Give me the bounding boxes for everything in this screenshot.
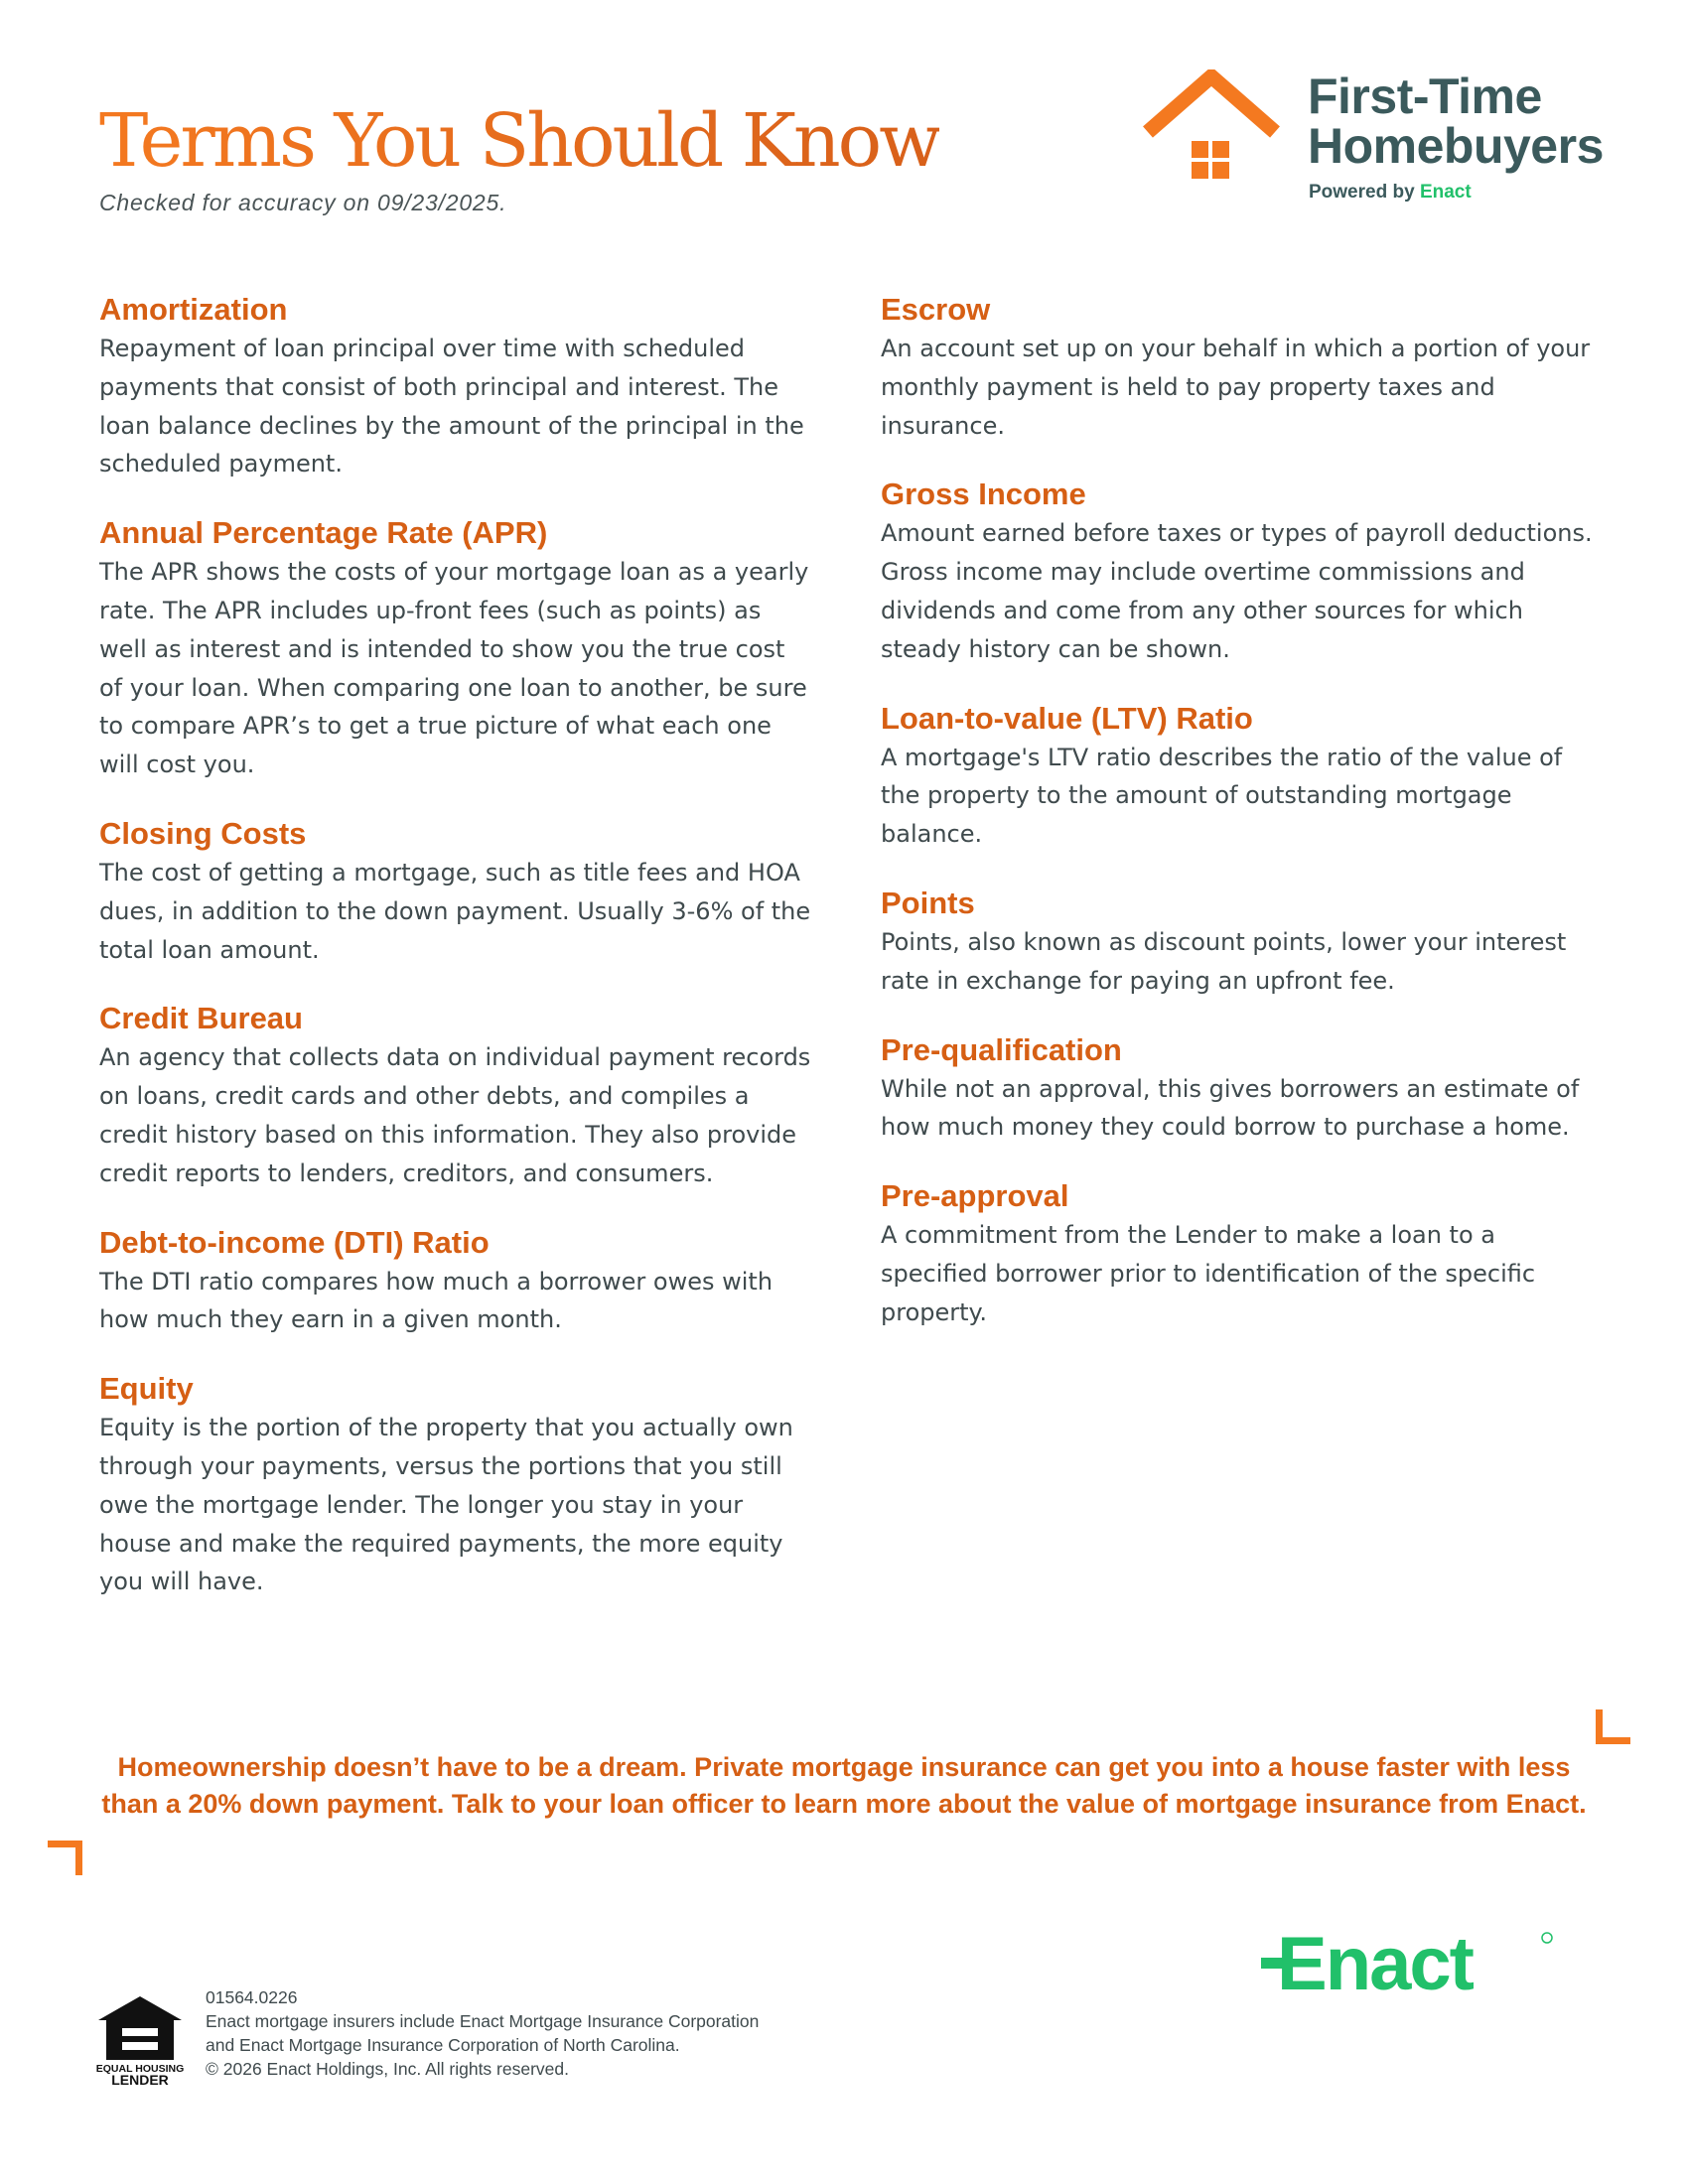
tagline-line-1: Homeownership doesn’t have to be a dream. Private mortgage insurance can get you into a house faster with less (117, 1752, 1571, 1782)
term-ltv-ratio (881, 699, 1596, 854)
enact-logo-text: Enact (1277, 1924, 1473, 2003)
term-pre-approval (881, 1176, 1596, 1331)
term-heading: Credit Bureau (99, 1001, 303, 1036)
ehl-line-1: EQUAL HOUSING (96, 2063, 184, 2075)
term-definition: The cost of getting a mortgage, such as title fees and HOA dues, in addition to the down payment. Usually 3-6% of the total loan amount. (99, 858, 811, 964)
footer-line-1: Enact mortgage insurers include Enact Mortgage Insurance Corporation (206, 2011, 760, 2031)
footer-legal (206, 1985, 759, 2081)
term-definition: The DTI ratio compares how much a borrower owes with how much they earn in a given month. (99, 1267, 774, 1334)
corner-bracket-bottom-left (48, 1841, 82, 1875)
term-equity (99, 1369, 814, 1601)
term-points (881, 884, 1596, 1001)
term-heading: Debt-to-income (DTI) Ratio (99, 1224, 490, 1260)
logo-line-1: First-Time (1308, 68, 1542, 124)
term-definition: While not an approval, this gives borrowers an estimate of how much money they could borrow to purchase a home. (881, 1074, 1580, 1142)
term-apr (99, 513, 814, 784)
term-definition: A commitment from the Lender to make a loan to a specified borrower prior to identification of the specific property. (881, 1221, 1536, 1326)
powered-by-label: Powered by (1309, 182, 1415, 203)
term-definition: An account set up on your behalf in which a portion of your monthly payment is held to pay property taxes and insurance. (881, 335, 1591, 440)
term-pre-qualification (881, 1030, 1596, 1148)
term-heading: Closing Costs (99, 815, 307, 851)
enact-logo (1259, 1924, 1557, 2003)
term-heading: Gross Income (881, 477, 1086, 512)
term-heading: Pre-approval (881, 1178, 1069, 1214)
term-definition: The APR shows the costs of your mortgage loan as a yearly rate. The APR includes up-front fees (such as points) as well as interest and is intended to show you the true cost of your loan. When comparing one loan to another, be sure to compare APR’s to get a true picture of what each one will cost you. (99, 558, 809, 779)
powered-by-brand: Enact (1419, 182, 1472, 203)
accuracy-note: Checked for accuracy on 09/23/2025. (99, 190, 507, 215)
logo-line-2: Homebuyers (1308, 118, 1604, 174)
term-heading: Loan-to-value (LTV) Ratio (881, 700, 1253, 736)
term-closing-costs (99, 814, 814, 969)
term-heading: Equity (99, 1371, 194, 1407)
ehl-line-2: LENDER (111, 2072, 169, 2086)
term-heading: Pre-qualification (881, 1031, 1122, 1067)
term-heading: Amortization (99, 292, 288, 327)
term-definition: A mortgage's LTV ratio describes the ratio of the value of the property to the amount of outstanding mortgage balance. (881, 743, 1563, 849)
powered-by (1309, 182, 1472, 204)
page-title: Terms You Should Know (99, 98, 939, 184)
term-amortization (99, 290, 814, 483)
corner-bracket-top-right (1596, 1709, 1630, 1744)
term-credit-bureau (99, 999, 814, 1192)
house-icon (1142, 69, 1281, 187)
equal-housing-lender-icon (96, 1994, 184, 2086)
term-definition: Equity is the portion of the property that you actually own through your payments, versus the portions that you still owe the mortgage lender. The longer you stay in your house and make the required payments, the more equity you will have. (99, 1414, 793, 1596)
terms-column-right (881, 290, 1596, 1362)
term-definition: Repayment of loan principal over time with scheduled payments that consist of both principal and interest. The loan balance declines by the amount of the principal in the scheduled payment. (99, 335, 804, 478)
footer-line-2: and Enact Mortgage Insurance Corporation of North Carolina. (206, 2035, 680, 2055)
term-heading: Escrow (881, 292, 991, 327)
footer-code: 01564.0226 (206, 1987, 298, 2007)
terms-column-left (99, 290, 814, 1631)
tagline (40, 1749, 1648, 1823)
term-dti-ratio (99, 1223, 814, 1340)
footer-copyright: © 2026 Enact Holdings, Inc. All rights reserved. (206, 2059, 569, 2079)
term-escrow (881, 290, 1596, 445)
term-definition: Points, also known as discount points, lower your interest rate in exchange for paying an upfront fee. (881, 927, 1567, 995)
term-definition: An agency that collects data on individual payment records on loans, credit cards and other debts, and compiles a credit history based on this information. They also provide credit reports to lenders, creditors, and consumers. (99, 1043, 811, 1187)
program-logo-text (1308, 68, 1604, 174)
term-definition: Amount earned before taxes or types of payroll deductions. Gross income may include overtime commissions and dividends and come from any other sources for which steady history can be shown. (881, 519, 1593, 663)
tagline-line-2: than a 20% down payment. Talk to your loan officer to learn more about the value of mortgage insurance from Enact. (101, 1789, 1587, 1819)
term-heading: Points (881, 885, 975, 920)
term-heading: Annual Percentage Rate (APR) (99, 515, 548, 551)
term-gross-income (881, 475, 1596, 668)
